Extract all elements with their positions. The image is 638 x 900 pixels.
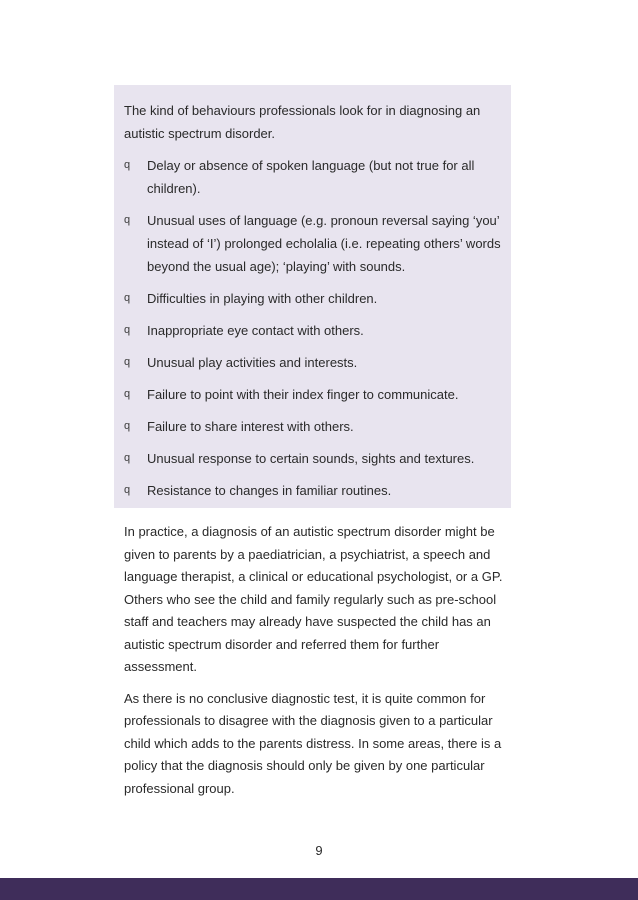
bullet-icon: q bbox=[124, 452, 131, 464]
body-text bbox=[124, 521, 509, 809]
paragraph-diagnostic-test: As there is no conclusive diagnostic test, it is quite common for professionals to disagree with the diagnosis given to a particular child which adds to the parents distress. In some areas, there is a policy that the diagnosis should only be given by one particular professional group. bbox=[124, 690, 502, 796]
list-item-text: Unusual uses of language (e.g. pronoun reversal saying ‘you’ instead of ‘I’) prolonged echolalia (i.e. repeating others’ words beyond the usual age); ‘playing’ with sounds. bbox=[147, 213, 501, 274]
list-item bbox=[124, 209, 517, 278]
list-item-text: Unusual response to certain sounds, sights and textures. bbox=[147, 451, 475, 466]
box-intro: The kind of behaviours professionals look for in diagnosing an autistic spectrum disorder. bbox=[124, 103, 481, 141]
behaviours-box bbox=[114, 85, 511, 508]
list-item bbox=[124, 319, 517, 342]
bullet-icon: q bbox=[124, 388, 131, 400]
bullet-icon: q bbox=[124, 356, 131, 368]
list-item bbox=[124, 351, 517, 374]
page-number: 9 bbox=[315, 843, 323, 858]
list-item-text: Resistance to changes in familiar routines. bbox=[147, 483, 392, 498]
list-item bbox=[124, 479, 517, 502]
list-item-text: Delay or absence of spoken language (but not true for all children). bbox=[147, 158, 475, 196]
list-item bbox=[124, 447, 517, 470]
list-item bbox=[124, 287, 517, 310]
behaviours-list bbox=[124, 154, 511, 502]
bullet-icon: q bbox=[124, 420, 131, 432]
list-item-text: Unusual play activities and interests. bbox=[147, 355, 358, 370]
list-item bbox=[124, 415, 517, 438]
bullet-icon: q bbox=[124, 214, 131, 226]
footer-bar bbox=[0, 878, 638, 900]
bullet-icon: q bbox=[124, 324, 131, 336]
list-item-text: Inappropriate eye contact with others. bbox=[147, 323, 364, 338]
list-item bbox=[124, 383, 517, 406]
bullet-icon: q bbox=[124, 159, 131, 171]
bullet-icon: q bbox=[124, 484, 131, 496]
list-item-text: Failure to share interest with others. bbox=[147, 419, 354, 434]
list-item bbox=[124, 154, 517, 200]
list-item-text: Difficulties in playing with other children. bbox=[147, 291, 378, 306]
paragraph-practice: In practice, a diagnosis of an autistic spectrum disorder might be given to parents by a paediatrician, a psychiatrist, a speech and language therapist, a clinical or educational psychologist, or a GP. Others who see the child and family regularly such as pre-school staff and teachers may already have suspected the child has an autistic spectrum disorder and referred them for further assessment. bbox=[124, 524, 503, 674]
bullet-icon: q bbox=[124, 292, 131, 304]
list-item-text: Failure to point with their index finger to communicate. bbox=[147, 387, 459, 402]
